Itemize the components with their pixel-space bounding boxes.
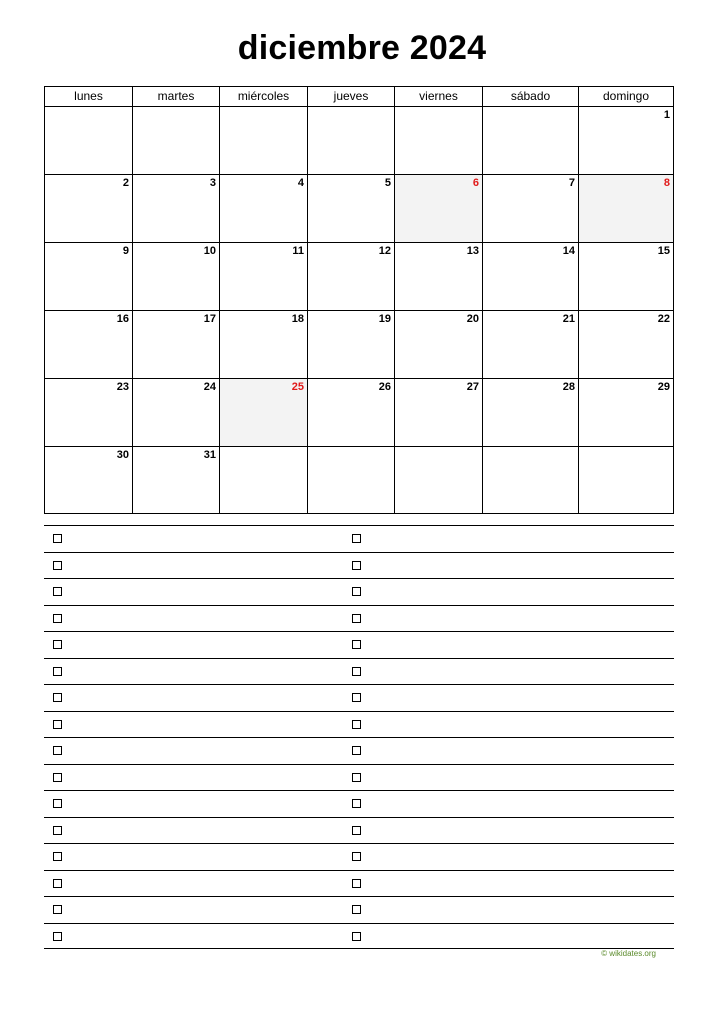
weekday-wednesday: miércoles xyxy=(220,87,308,106)
day-number: 10 xyxy=(203,245,216,257)
todo-row xyxy=(44,737,674,764)
empty-day-cell[interactable] xyxy=(579,447,673,514)
day-number: 19 xyxy=(378,313,391,325)
empty-day-cell[interactable] xyxy=(483,447,579,514)
day-cell[interactable] xyxy=(133,447,220,514)
day-number: 1 xyxy=(663,109,670,121)
day-cell[interactable] xyxy=(45,379,133,446)
empty-day-cell[interactable] xyxy=(308,447,395,514)
day-number: 29 xyxy=(657,381,670,393)
day-cell[interactable] xyxy=(579,243,673,310)
day-cell[interactable] xyxy=(308,243,395,310)
day-number: 26 xyxy=(378,381,391,393)
footer-credit: © wikidates.org xyxy=(601,949,656,958)
checkbox-icon[interactable] xyxy=(53,561,62,570)
checkbox-icon[interactable] xyxy=(53,826,62,835)
day-cell[interactable] xyxy=(483,311,579,378)
day-number: 3 xyxy=(209,177,216,189)
empty-day-cell[interactable] xyxy=(308,107,395,174)
checkbox-icon[interactable] xyxy=(53,799,62,808)
checkbox-icon[interactable] xyxy=(53,932,62,941)
day-number: 18 xyxy=(291,313,304,325)
empty-day-cell[interactable] xyxy=(220,107,308,174)
day-number: 9 xyxy=(122,245,129,257)
day-number: 23 xyxy=(116,381,129,393)
todo-row xyxy=(44,923,674,950)
checkbox-icon[interactable] xyxy=(53,667,62,676)
todo-row xyxy=(44,605,674,632)
checkbox-icon[interactable] xyxy=(53,879,62,888)
calendar-week xyxy=(45,379,673,447)
weekday-sunday: domingo xyxy=(602,89,650,103)
todo-row xyxy=(44,843,674,870)
day-cell[interactable] xyxy=(395,175,483,242)
day-number: 2 xyxy=(122,177,129,189)
day-cell[interactable] xyxy=(220,311,308,378)
checkbox-icon[interactable] xyxy=(352,799,361,808)
day-cell[interactable] xyxy=(483,379,579,446)
todo-row xyxy=(44,578,674,605)
day-cell[interactable] xyxy=(483,175,579,242)
day-number: 13 xyxy=(466,245,479,257)
day-number: 14 xyxy=(562,245,575,257)
day-number: 27 xyxy=(466,381,479,393)
todo-list xyxy=(44,525,674,949)
calendar-week xyxy=(45,447,673,514)
checkbox-icon[interactable] xyxy=(53,852,62,861)
day-cell[interactable] xyxy=(483,243,579,310)
day-number: 7 xyxy=(568,177,575,189)
day-number: 4 xyxy=(297,177,304,189)
empty-day-cell[interactable] xyxy=(395,447,483,514)
day-number: 28 xyxy=(562,381,575,393)
checkbox-icon[interactable] xyxy=(53,773,62,782)
calendar-week xyxy=(45,107,673,175)
checkbox-icon[interactable] xyxy=(352,932,361,941)
day-number: 31 xyxy=(203,449,216,461)
day-cell[interactable] xyxy=(308,175,395,242)
day-number: 5 xyxy=(384,177,391,189)
day-number: 17 xyxy=(203,313,216,325)
checkbox-icon[interactable] xyxy=(53,720,62,729)
todo-row xyxy=(44,790,674,817)
calendar-week xyxy=(45,243,673,311)
day-number: 30 xyxy=(116,449,129,461)
day-cell[interactable] xyxy=(133,243,220,310)
day-cell[interactable] xyxy=(395,311,483,378)
checkbox-icon[interactable] xyxy=(352,879,361,888)
empty-day-cell[interactable] xyxy=(395,107,483,174)
day-cell[interactable] xyxy=(395,243,483,310)
checkbox-icon[interactable] xyxy=(352,773,361,782)
weekday-friday: viernes xyxy=(395,87,483,106)
checkbox-icon[interactable] xyxy=(352,534,361,543)
checkbox-icon[interactable] xyxy=(53,534,62,543)
empty-day-cell[interactable] xyxy=(45,107,133,174)
checkbox-icon[interactable] xyxy=(352,852,361,861)
day-cell[interactable] xyxy=(45,311,133,378)
empty-day-cell[interactable] xyxy=(483,107,579,174)
weekday-monday: lunes xyxy=(45,87,133,106)
todo-row xyxy=(44,896,674,923)
todo-row xyxy=(44,631,674,658)
empty-day-cell[interactable] xyxy=(220,447,308,514)
day-cell[interactable] xyxy=(579,175,673,242)
checkbox-icon[interactable] xyxy=(352,667,361,676)
checkbox-icon[interactable] xyxy=(53,614,62,623)
checkbox-icon[interactable] xyxy=(352,587,361,596)
calendar-body xyxy=(45,107,673,513)
weekday-header xyxy=(45,87,673,107)
checkbox-icon[interactable] xyxy=(352,693,361,702)
day-number: 8 xyxy=(663,177,670,189)
day-cell[interactable] xyxy=(308,311,395,378)
day-number: 12 xyxy=(378,245,391,257)
day-number: 11 xyxy=(292,245,304,257)
day-cell[interactable] xyxy=(579,107,673,174)
day-number: 21 xyxy=(562,313,575,325)
todo-row xyxy=(44,817,674,844)
weekday-saturday: sábado xyxy=(483,87,579,106)
checkbox-icon[interactable] xyxy=(53,640,62,649)
day-cell[interactable] xyxy=(220,379,308,446)
day-cell[interactable] xyxy=(45,447,133,514)
checkbox-icon[interactable] xyxy=(352,561,361,570)
weekday-thursday: jueves xyxy=(308,87,395,106)
checkbox-icon[interactable] xyxy=(53,693,62,702)
day-cell[interactable] xyxy=(579,379,673,446)
day-cell[interactable] xyxy=(133,175,220,242)
calendar-week xyxy=(45,175,673,243)
checkbox-icon[interactable] xyxy=(352,614,361,623)
weekday-tuesday: martes xyxy=(133,87,220,106)
checkbox-icon[interactable] xyxy=(352,640,361,649)
checkbox-icon[interactable] xyxy=(352,826,361,835)
day-cell[interactable] xyxy=(133,311,220,378)
checkbox-icon[interactable] xyxy=(352,720,361,729)
day-number: 25 xyxy=(291,381,304,393)
day-cell[interactable] xyxy=(579,311,673,378)
todo-row xyxy=(44,525,674,552)
empty-day-cell[interactable] xyxy=(133,107,220,174)
todo-row xyxy=(44,764,674,791)
todo-row xyxy=(44,658,674,685)
day-number: 16 xyxy=(116,313,129,325)
day-number: 6 xyxy=(472,177,479,189)
calendar-grid xyxy=(44,86,674,514)
day-number: 22 xyxy=(657,313,670,325)
day-cell[interactable] xyxy=(308,379,395,446)
day-number: 24 xyxy=(203,381,216,393)
page-title: diciembre 2024 xyxy=(237,29,487,67)
todo-row xyxy=(44,711,674,738)
checkbox-icon[interactable] xyxy=(352,905,361,914)
day-cell[interactable] xyxy=(133,379,220,446)
day-cell[interactable] xyxy=(220,243,308,310)
todo-row xyxy=(44,684,674,711)
checkbox-icon[interactable] xyxy=(53,587,62,596)
checkbox-icon[interactable] xyxy=(53,746,62,755)
checkbox-icon[interactable] xyxy=(53,905,62,914)
checkbox-icon[interactable] xyxy=(352,746,361,755)
todo-row xyxy=(44,552,674,579)
day-cell[interactable] xyxy=(220,175,308,242)
todo-row xyxy=(44,870,674,897)
day-cell[interactable] xyxy=(45,175,133,242)
day-number: 20 xyxy=(466,313,479,325)
day-cell[interactable] xyxy=(45,243,133,310)
day-number: 15 xyxy=(657,245,670,257)
day-cell[interactable] xyxy=(395,379,483,446)
calendar-week xyxy=(45,311,673,379)
